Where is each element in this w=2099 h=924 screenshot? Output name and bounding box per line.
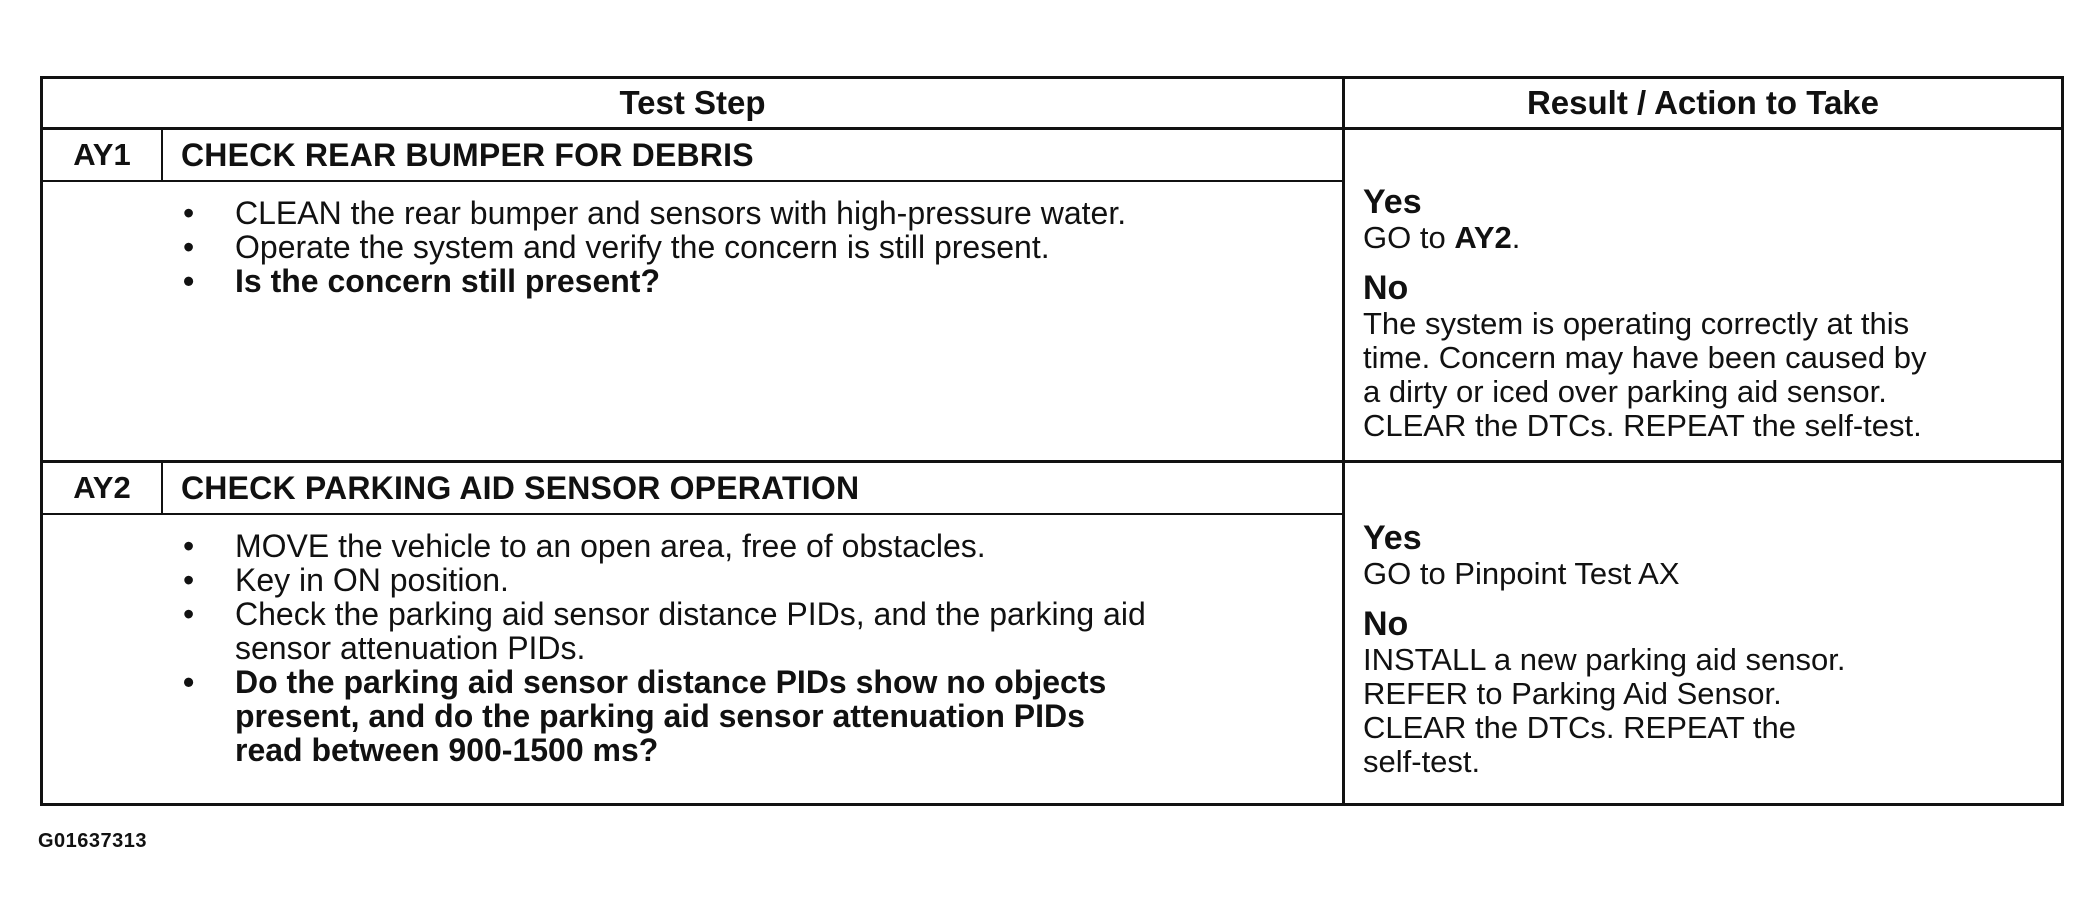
step-ay2-id: AY2 — [43, 463, 163, 513]
step-ay1-bullets — [173, 196, 1302, 298]
no-action-line: INSTALL a new parking aid sensor. — [1363, 642, 1846, 677]
no-action — [1363, 307, 2051, 443]
bullet-icon: • — [183, 562, 195, 598]
bullet-icon: • — [183, 528, 195, 564]
list-item — [173, 196, 1302, 230]
no-action-line: The system is operating correctly at this — [1363, 306, 1910, 341]
row-divider — [1345, 460, 2061, 463]
result-ay1 — [1363, 183, 2051, 443]
step-ay2 — [43, 463, 1342, 803]
list-item — [173, 597, 1302, 665]
no-action-line: self-test. — [1363, 744, 1481, 779]
result-ay2 — [1363, 519, 2051, 779]
yes-label: Yes — [1363, 519, 1422, 557]
step-ay1-id: AY1 — [43, 130, 163, 180]
test-step-column — [43, 79, 1342, 803]
question-line: present, and do the parking aid sensor attenuation PIDs — [235, 698, 1085, 734]
yes-action-target: AY2 — [1454, 220, 1512, 255]
step-ay2-header — [43, 463, 1342, 515]
no-label: No — [1363, 605, 1409, 643]
figure-id: G01637313 — [38, 830, 148, 852]
list-item — [173, 529, 1302, 563]
list-item — [173, 563, 1302, 597]
step-ay1 — [43, 130, 1342, 460]
yes-action: GO to Pinpoint Test AX — [1363, 556, 1680, 591]
diagnostic-table — [40, 76, 2064, 806]
bullet-text: MOVE the vehicle to an open area, free of obstacles. — [235, 528, 986, 564]
no-action-line: CLEAR the DTCs. REPEAT the self-test. — [1363, 408, 1922, 443]
result-column — [1342, 79, 2061, 803]
yes-action-prefix: GO to — [1363, 220, 1455, 255]
bullet-text-line: sensor attenuation PIDs. — [235, 630, 586, 666]
list-item — [173, 230, 1302, 264]
no-action — [1363, 643, 2051, 779]
bullet-icon: • — [183, 664, 195, 700]
step-ay2-title: CHECK PARKING AID SENSOR OPERATION — [181, 470, 860, 506]
bullet-text: Key in ON position. — [235, 562, 509, 598]
no-action-line: CLEAR the DTCs. REPEAT the — [1363, 710, 1797, 745]
yes-label: Yes — [1363, 183, 1422, 221]
list-item-question — [173, 665, 1302, 767]
yes-action — [1363, 221, 2051, 255]
test-step-header: Test Step — [43, 79, 1342, 130]
bullet-icon: • — [183, 263, 195, 299]
bullet-icon: • — [183, 229, 195, 265]
step-ay1-header — [43, 130, 1342, 182]
no-action-line: a dirty or iced over parking aid sensor. — [1363, 374, 1887, 409]
step-ay1-title: CHECK REAR BUMPER FOR DEBRIS — [181, 137, 754, 173]
list-item-question — [173, 264, 1302, 298]
yes-action-suffix: . — [1511, 220, 1521, 255]
no-action-line: REFER to Parking Aid Sensor. — [1363, 676, 1782, 711]
question-text: Is the concern still present? — [235, 263, 660, 299]
bullet-icon: • — [183, 596, 195, 632]
question-line: read between 900-1500 ms? — [235, 732, 659, 768]
no-label: No — [1363, 269, 1409, 307]
bullet-text: CLEAN the rear bumper and sensors with high-pressure water. — [235, 195, 1127, 231]
question-line: Do the parking aid sensor distance PIDs show no objects — [235, 664, 1107, 700]
bullet-text-line: Check the parking aid sensor distance PIDs, and the parking aid — [235, 596, 1146, 632]
bullet-icon: • — [183, 195, 195, 231]
bullet-text: Operate the system and verify the concern is still present. — [235, 229, 1050, 265]
result-header: Result / Action to Take — [1345, 79, 2061, 130]
step-ay2-bullets — [173, 529, 1302, 767]
no-action-line: time. Concern may have been caused by — [1363, 340, 1927, 375]
